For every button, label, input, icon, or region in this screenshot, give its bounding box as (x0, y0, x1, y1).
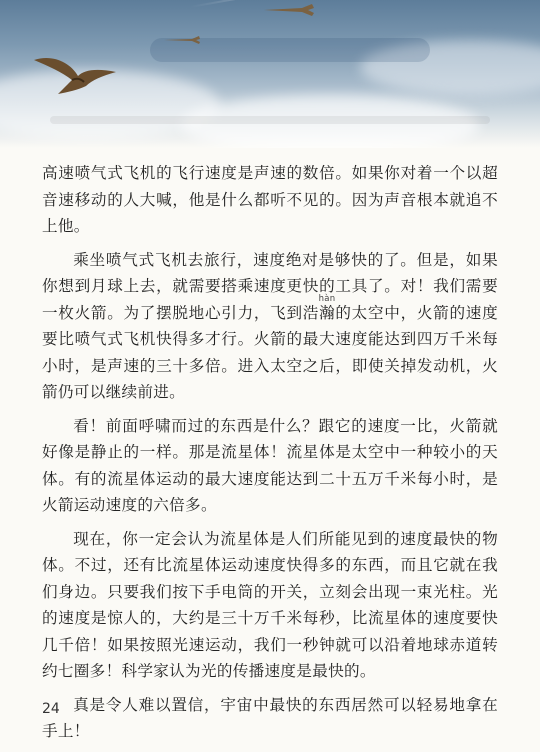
body-text (42, 160, 498, 752)
jet-icon (162, 34, 202, 46)
paragraph: 看！前面呼啸而过的东西是什么？跟它的速度一比，火箭就好像是静止的一样。那是流星体！流星体是太空中一种较小的天体。有的流星体运动的最大速度能达到二十五万千米每小时，是火箭运动速度的六倍多。 (42, 416, 498, 514)
paragraph-text: 的太空中，火箭的速度要比喷气式飞机快得多才行。火箭的最大速度能达到四万千米每小时，是声速的三十多倍。进入太空之后，即使关掉发动机，火箭仍可以继续前进。 (42, 303, 498, 401)
pinyin-annotation: 瀚hàn (318, 293, 336, 322)
eagle-icon (32, 48, 118, 98)
paragraph: 高速喷气式飞机的飞行速度是声速的数倍。如果你对着一个以超音速移动的人大喊，他是什么都听不见的。因为声音根本就追不上他。 (42, 164, 498, 235)
header-illustration (0, 0, 540, 148)
paragraph: 现在，你一定会认为流星体是人们所能见到的速度最快的物体。不过，还有比流星体运动速度快得多的东西，而且它就在我们身边。只要我们按下手电筒的开关，立刻会出现一束光柱。光的速度是惊人的，大约是三十万千米每秒，比流星体的速度要快几千倍！如果按照光速运动，我们一秒钟就可以沿着地球赤道转约七圈多！科学家认为光的传播速度是最快的。 (42, 529, 498, 680)
paragraph: 真是令人难以置信，宇宙中最快的东西居然可以轻易地拿在手上！ (42, 695, 498, 740)
paragraph (42, 247, 498, 406)
faded-subtitle-band (50, 116, 490, 124)
paragraph-text: 乘坐喷气式飞机去旅行，速度绝对是够快的了。但是，如果你想到月球上去，就需要搭乘速度更快的工具了。对！我们需要一枚火箭。为了摆脱地心引力，飞到浩 (42, 250, 498, 322)
jet-icon (262, 2, 316, 18)
page-number: 24 (42, 701, 60, 717)
jet-trail (190, 0, 446, 8)
